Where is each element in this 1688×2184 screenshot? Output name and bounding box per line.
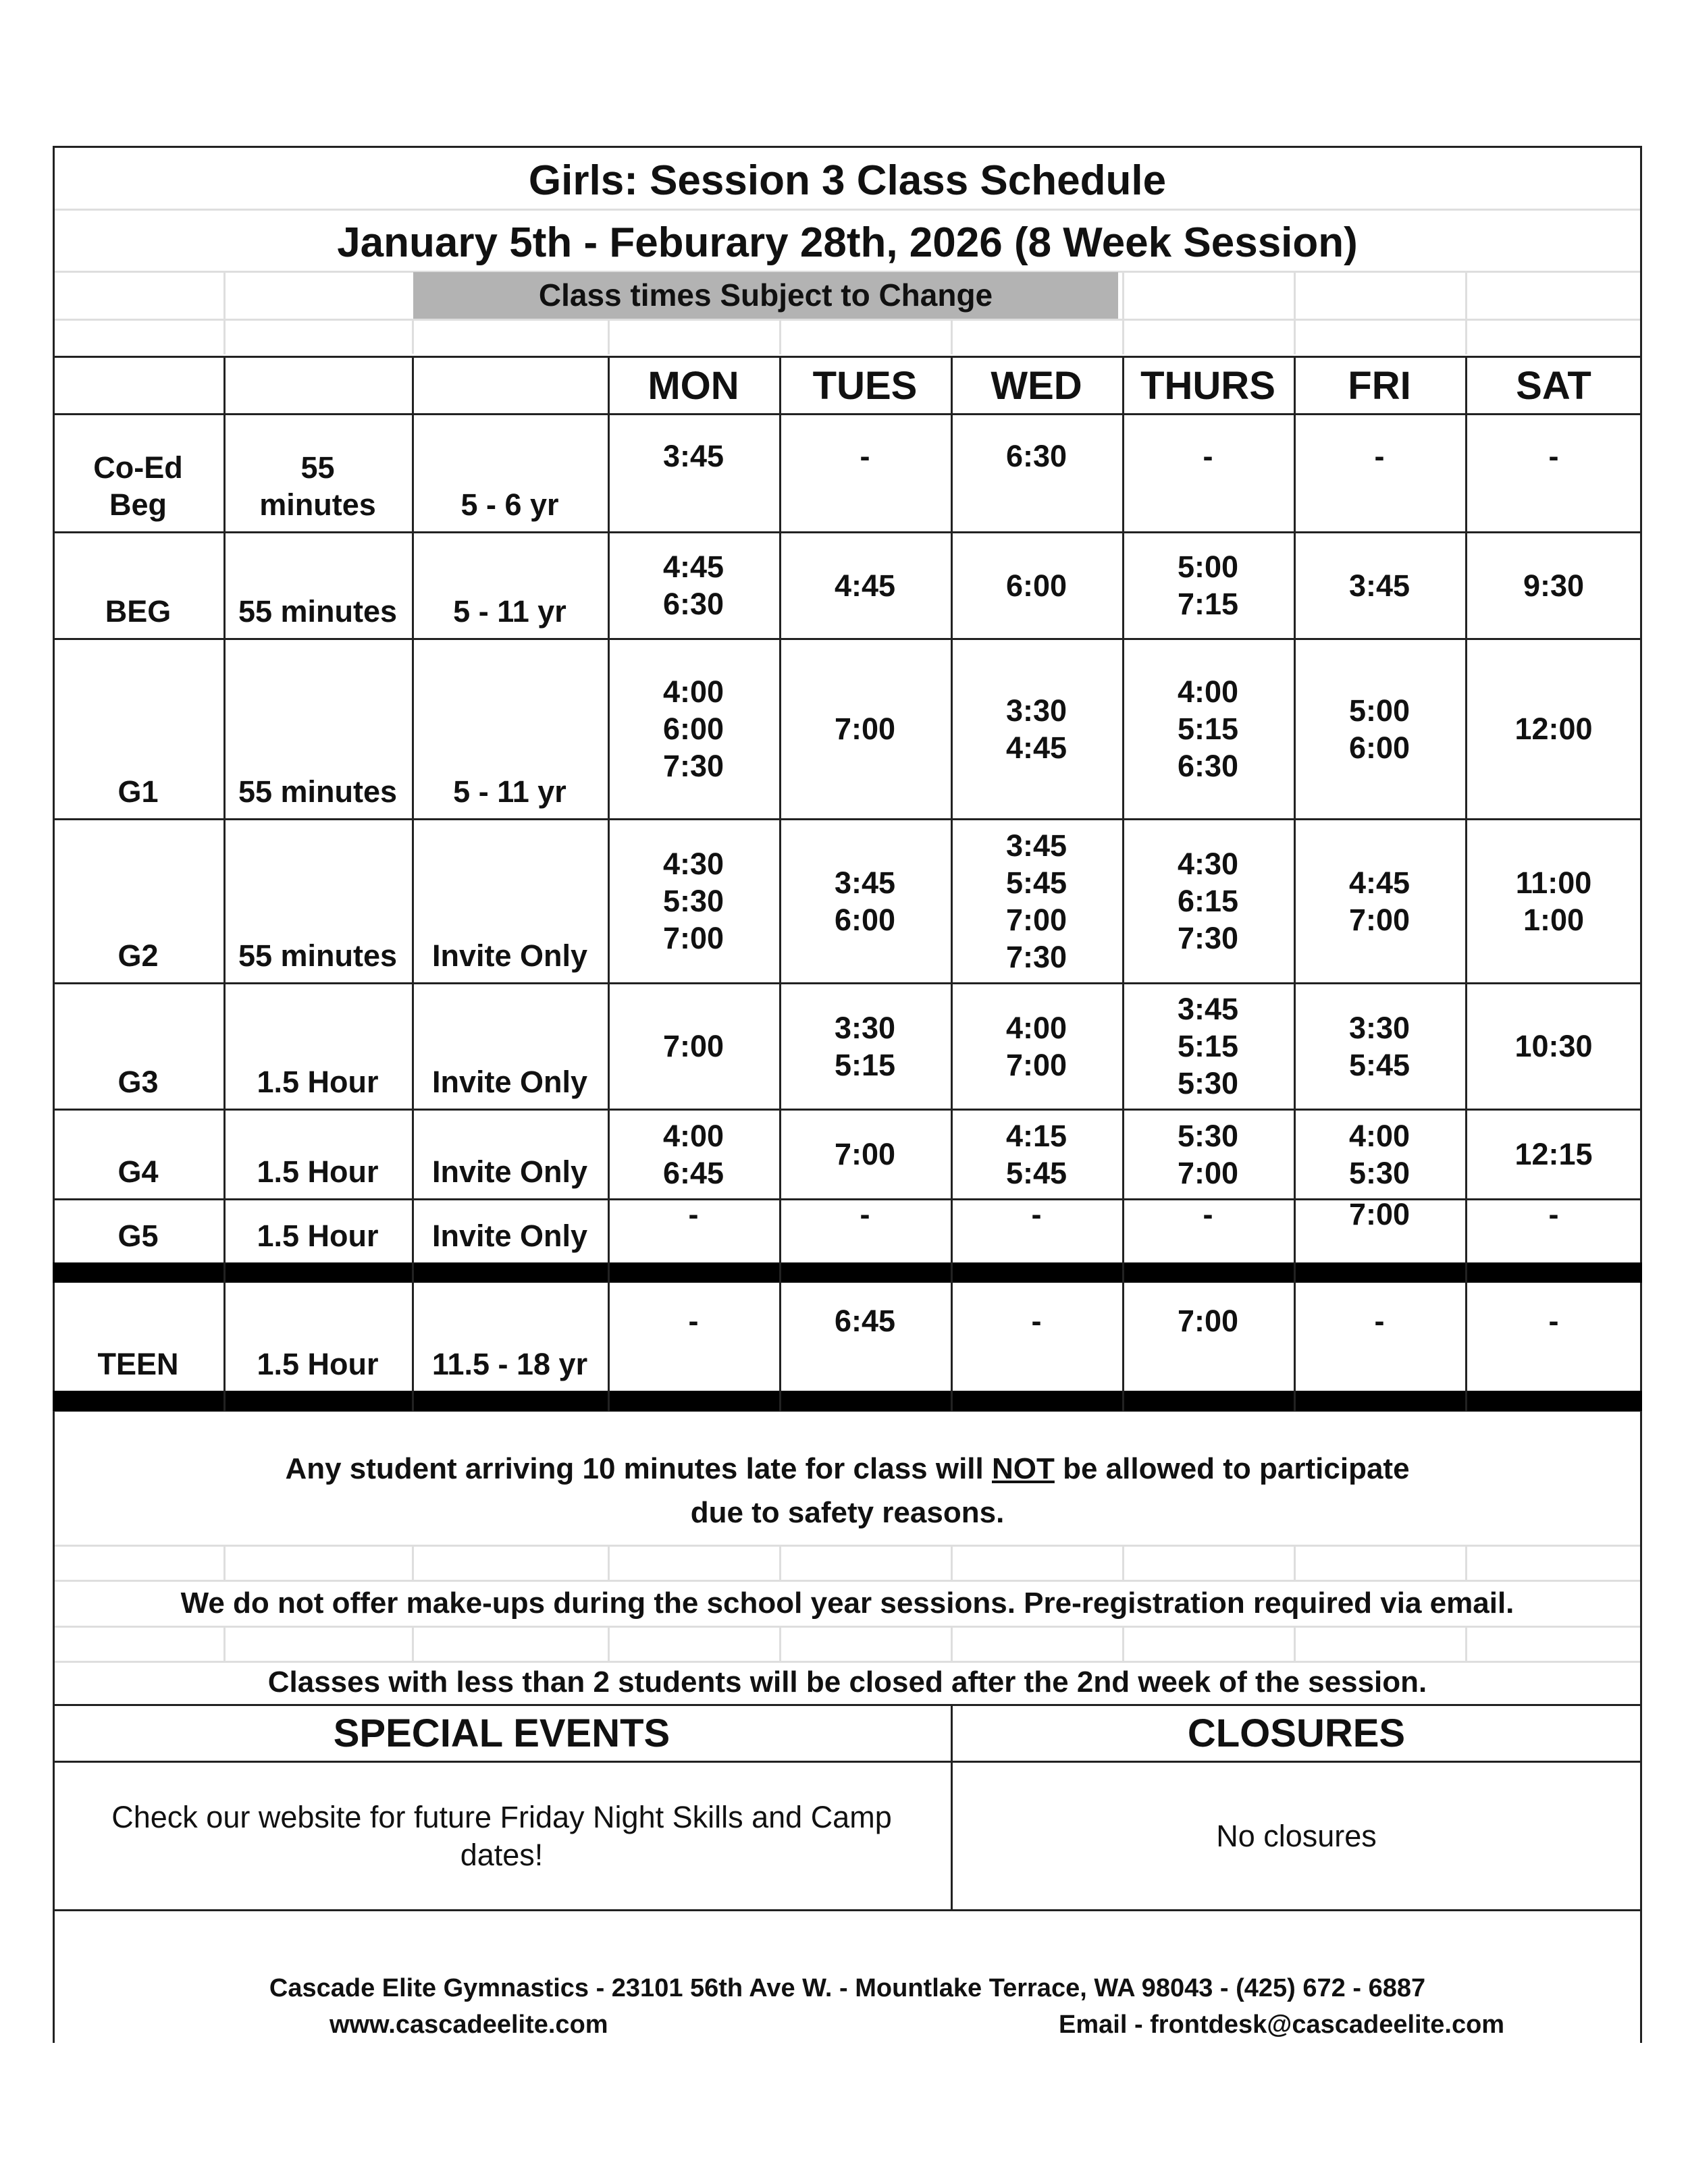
class-duration (223, 1201, 412, 1261)
late-policy-line (53, 1449, 1642, 1489)
class-time-mon (608, 985, 779, 1107)
row-divider (53, 531, 1642, 533)
class-time-wed (951, 985, 1122, 1107)
class-time-thurs (1122, 416, 1294, 496)
gridline (223, 272, 226, 354)
time-slot: - (1031, 1303, 1042, 1338)
class-time-mon (608, 641, 779, 817)
class-time-sat-line: 11:00 (1515, 865, 1592, 900)
class-time-tues-line: 6:00 (834, 902, 896, 937)
class-time-sat-line: 9:30 (1523, 568, 1585, 603)
class-time-thurs (1122, 985, 1294, 1107)
gridline (1294, 1546, 1296, 1580)
closures-heading: CLOSURES (1187, 1711, 1406, 1755)
class-time-wed-line: 4:45 (1005, 730, 1067, 765)
class-level (53, 821, 223, 981)
class-time-mon-line: 7:00 (662, 1029, 724, 1063)
class-time-fri (1294, 821, 1465, 981)
class-time-fri (1294, 1111, 1465, 1197)
time-slot: 3:45 (662, 439, 724, 473)
class-time-fri (1294, 416, 1465, 496)
class-duration (223, 1285, 412, 1389)
class-time-mon-line: 7:30 (662, 749, 724, 783)
class-duration (223, 985, 412, 1107)
class-ages (412, 1111, 608, 1197)
class-time-wed-line: 7:30 (1005, 939, 1067, 974)
class-time-fri (1294, 985, 1465, 1107)
class-time-thurs-line: 5:15 (1177, 712, 1239, 746)
thick-divider (53, 1391, 1642, 1411)
class-time-mon (608, 416, 779, 496)
class-time-mon-line: 6:00 (662, 712, 724, 746)
class-level (53, 641, 223, 817)
time-slot: 6:30 (1005, 439, 1067, 473)
class-ages-line: Invite Only (431, 1154, 588, 1189)
time-slot: 7:00 (1177, 1303, 1239, 1338)
class-time-thurs (1122, 1197, 1294, 1231)
gridline (779, 1546, 781, 1580)
schedule-sheet (53, 146, 1642, 2043)
late-policy-text: Any student arriving 10 minutes late for class will (285, 1452, 992, 1485)
class-duration-line: 1.5 Hour (257, 1347, 379, 1381)
gridline (53, 209, 1642, 211)
class-time-wed-line: 5:45 (1005, 865, 1067, 900)
row-divider (53, 982, 1642, 984)
gridline (1122, 1546, 1124, 1580)
special-events-body: Check our website for future Friday Night Skills and Camp dates! (111, 1799, 892, 1872)
closures-text (953, 1763, 1640, 1909)
class-duration-line: 1.5 Hour (257, 1219, 379, 1253)
schedule-table (53, 356, 1642, 1481)
time-slot: 6:45 (834, 1303, 896, 1338)
gridline (1294, 272, 1296, 354)
class-time-fri-line: 3:45 (1348, 568, 1410, 603)
class-level-line: G5 (117, 1219, 159, 1253)
class-time-fri-line: 5:30 (1348, 1155, 1410, 1190)
class-duration (223, 416, 412, 530)
gridline (779, 1627, 781, 1661)
class-time-mon-line: 7:00 (662, 921, 724, 955)
row-divider (53, 1109, 1642, 1111)
class-duration-line: 55 minutes (238, 594, 398, 629)
late-policy-emphasis: NOT (991, 1452, 1055, 1485)
class-time-tues (779, 985, 951, 1107)
class-level (53, 416, 223, 530)
class-time-fri-line: 4:45 (1348, 865, 1410, 900)
time-slot: - (860, 439, 870, 473)
gridline (951, 1627, 953, 1661)
class-time-wed-line: 3:30 (1005, 693, 1067, 728)
class-level-line: TEEN (97, 1347, 179, 1381)
time-slot: - (688, 1303, 699, 1338)
class-duration-line: 55 minutes (238, 774, 398, 809)
gridline (1122, 272, 1124, 354)
class-time-thurs-line: 4:00 (1177, 674, 1239, 709)
class-time-tues-line: 3:45 (834, 865, 896, 900)
class-level (53, 1111, 223, 1197)
footer-address: Cascade Elite Gymnastics - 23101 56th Ave W. - Mountlake Terrace, WA 98043 - (425) 672 - 6887 (269, 1974, 1426, 2002)
footer-website[interactable]: www.cascadeelite.com (329, 2010, 608, 2039)
class-ages-line: Invite Only (431, 938, 588, 973)
class-ages (412, 641, 608, 817)
late-policy-line-2: due to safety reasons. (690, 1496, 1005, 1529)
gridline (223, 1546, 226, 1580)
class-time-mon (608, 534, 779, 637)
special-events-text (73, 1763, 930, 1909)
class-time-thurs (1122, 821, 1294, 981)
class-time-wed (951, 416, 1122, 496)
class-time-wed-line: 6:00 (1005, 568, 1067, 603)
minimum-enrollment-policy: Classes with less than 2 students will be closed after the 2nd week of the session. (267, 1666, 1427, 1699)
gridline (1465, 272, 1467, 354)
class-time-fri-line: 3:30 (1348, 1010, 1410, 1045)
gridline (1122, 1627, 1124, 1661)
change-notice-banner: Class times Subject to Change (413, 272, 1118, 319)
class-time-fri (1294, 641, 1465, 817)
gridline (53, 1626, 1642, 1628)
class-time-thurs (1122, 1111, 1294, 1197)
day-header-thurs: THURS (1140, 363, 1275, 408)
class-time-wed (951, 1285, 1122, 1356)
class-duration-line: 1.5 Hour (257, 1154, 379, 1189)
class-time-sat-line: 10:30 (1514, 1029, 1593, 1063)
class-ages (412, 1201, 608, 1261)
session-dates: January 5th - Feburary 28th, 2026 (8 Week Session) (337, 219, 1358, 266)
class-time-thurs-line: 4:30 (1177, 847, 1239, 881)
class-time-thurs-line: 5:00 (1177, 550, 1239, 584)
day-header-fri: FRI (1348, 363, 1411, 408)
class-time-thurs-line: 7:15 (1177, 587, 1239, 621)
row-divider (53, 638, 1642, 640)
class-time-fri (1294, 534, 1465, 637)
class-time-thurs-line: 5:30 (1177, 1118, 1239, 1153)
class-ages-line: 11.5 - 18 yr (431, 1347, 588, 1381)
day-header-mon: MON (648, 363, 739, 408)
gridline (53, 319, 1642, 321)
class-time-tues-line: 3:30 (834, 1010, 896, 1045)
class-time-mon-line: 4:00 (662, 674, 724, 709)
class-time-fri-line: 5:00 (1348, 693, 1410, 728)
class-ages (412, 416, 608, 530)
class-time-mon-line: 4:45 (662, 550, 724, 584)
class-time-mon-line: 4:30 (662, 847, 724, 881)
class-duration-line: 55 minutes (238, 938, 398, 973)
class-time-tues-line: 4:45 (834, 568, 896, 603)
class-time-fri-line: 5:45 (1348, 1047, 1410, 1082)
class-time-wed-line: 4:15 (1005, 1118, 1067, 1153)
class-time-wed-line: 4:00 (1005, 1010, 1067, 1045)
class-time-tues-line: 7:00 (834, 1137, 896, 1171)
class-duration (223, 1111, 412, 1197)
footer-email[interactable]: Email - frontdesk@cascadeelite.com (1059, 2010, 1505, 2039)
late-policy-text-end: be allowed to participate (1054, 1452, 1410, 1485)
class-time-fri-line: 4:00 (1348, 1118, 1410, 1153)
class-ages (412, 985, 608, 1107)
class-time-sat (1465, 1111, 1642, 1197)
time-slot: - (688, 1197, 699, 1231)
class-ages (412, 1285, 608, 1389)
class-time-sat-line: 12:15 (1514, 1137, 1593, 1171)
class-level-line: G1 (117, 774, 159, 809)
class-ages (412, 534, 608, 637)
class-time-thurs (1122, 1285, 1294, 1356)
time-slot: - (1548, 1303, 1559, 1338)
class-duration-line: minutes (259, 487, 376, 522)
class-time-sat-line: 1:00 (1523, 902, 1585, 937)
class-time-thurs-line: 7:00 (1177, 1155, 1239, 1190)
class-time-wed-line: 7:00 (1005, 902, 1067, 937)
class-duration (223, 534, 412, 637)
class-time-tues (779, 641, 951, 817)
class-time-wed (951, 821, 1122, 981)
class-time-thurs-line: 5:30 (1177, 1066, 1239, 1100)
class-time-wed-line: 5:45 (1005, 1155, 1067, 1190)
class-time-thurs-line: 5:15 (1177, 1029, 1239, 1063)
divider (53, 1909, 1642, 1911)
class-level (53, 985, 223, 1107)
class-time-tues (779, 1111, 951, 1197)
gridline (412, 1627, 414, 1661)
class-time-sat-line: 12:00 (1514, 712, 1593, 746)
class-time-wed (951, 1111, 1122, 1197)
class-time-sat (1465, 821, 1642, 981)
class-level-line: G3 (117, 1065, 159, 1099)
class-time-fri-line: 7:00 (1348, 902, 1410, 937)
class-time-mon-line: 6:30 (662, 587, 724, 621)
time-slot: 7:00 (1348, 1197, 1410, 1231)
class-time-tues-line: 5:15 (834, 1047, 896, 1082)
border-top (53, 146, 1642, 148)
class-time-mon (608, 821, 779, 981)
class-time-wed-line: 3:45 (1005, 828, 1067, 863)
class-time-wed (951, 641, 1122, 817)
class-time-thurs-line: 3:45 (1177, 992, 1239, 1026)
thick-divider (53, 1262, 1642, 1283)
class-level-line: G2 (117, 938, 159, 973)
class-time-mon-line: 5:30 (662, 884, 724, 918)
class-time-sat (1465, 1197, 1642, 1231)
makeup-policy: We do not offer make-ups during the school year sessions. Pre-registration required via email. (180, 1587, 1514, 1620)
class-time-thurs (1122, 641, 1294, 817)
class-level (53, 1285, 223, 1389)
class-time-mon-line: 6:45 (662, 1155, 724, 1190)
class-level (53, 1201, 223, 1261)
class-duration-line: 55 (300, 450, 335, 485)
gridline (1465, 1627, 1467, 1661)
closures-body: No closures (1216, 1818, 1377, 1853)
time-slot: - (1548, 1197, 1559, 1231)
class-time-sat (1465, 534, 1642, 637)
gridline (412, 1546, 414, 1580)
time-slot: - (1374, 1303, 1385, 1338)
class-time-tues (779, 821, 951, 981)
class-time-tues (779, 1197, 951, 1231)
class-time-tues (779, 1285, 951, 1356)
class-time-wed (951, 1197, 1122, 1231)
class-ages-line: 5 - 6 yr (460, 487, 559, 522)
class-ages-line: 5 - 11 yr (453, 594, 566, 629)
class-ages-line: Invite Only (431, 1065, 588, 1099)
class-duration (223, 821, 412, 981)
class-level-line: G4 (117, 1154, 159, 1189)
gridline (608, 1546, 610, 1580)
gridline (1294, 1627, 1296, 1661)
gridline (951, 1546, 953, 1580)
time-slot: - (1203, 1197, 1213, 1231)
class-time-fri (1294, 1285, 1465, 1356)
class-ages-line: 5 - 11 yr (453, 774, 566, 809)
class-time-tues-line: 7:00 (834, 712, 896, 746)
gridline (223, 1627, 226, 1661)
class-time-wed-line: 7:00 (1005, 1047, 1067, 1082)
class-level (53, 534, 223, 637)
class-time-sat (1465, 985, 1642, 1107)
class-level-line: Beg (109, 487, 167, 522)
gridline (412, 320, 414, 354)
class-ages (412, 821, 608, 981)
class-time-tues (779, 416, 951, 496)
time-slot: - (860, 1197, 870, 1231)
class-duration (223, 641, 412, 817)
class-level-line: BEG (105, 594, 172, 629)
day-header-tues: TUES (812, 363, 918, 408)
gridline (1465, 1546, 1467, 1580)
class-ages-line: Invite Only (431, 1219, 588, 1253)
gridline (608, 1627, 610, 1661)
day-header-wed: WED (991, 363, 1082, 408)
class-time-fri-line: 6:00 (1348, 730, 1410, 765)
page-title: Girls: Session 3 Class Schedule (528, 157, 1167, 204)
class-time-wed (951, 534, 1122, 637)
time-slot: - (1031, 1197, 1042, 1231)
class-time-mon (608, 1197, 779, 1231)
class-time-sat (1465, 416, 1642, 496)
day-header-sat: SAT (1516, 363, 1591, 408)
class-time-sat (1465, 1285, 1642, 1356)
row-divider (53, 413, 1642, 415)
special-events-heading: SPECIAL EVENTS (333, 1711, 670, 1755)
time-slot: - (1203, 439, 1213, 473)
class-time-thurs-line: 6:15 (1177, 884, 1239, 918)
class-time-fri (1294, 1197, 1465, 1231)
gridline (53, 1545, 1642, 1547)
class-time-thurs-line: 6:30 (1177, 749, 1239, 783)
class-time-sat (1465, 641, 1642, 817)
class-time-tues (779, 534, 951, 637)
class-time-mon-line: 4:00 (662, 1118, 724, 1153)
class-time-mon (608, 1285, 779, 1356)
time-slot: - (1548, 439, 1559, 473)
class-duration-line: 1.5 Hour (257, 1065, 379, 1099)
class-time-mon (608, 1111, 779, 1197)
class-time-thurs-line: 7:30 (1177, 921, 1239, 955)
row-divider (53, 818, 1642, 820)
time-slot: - (1374, 439, 1385, 473)
class-level-line: Co-Ed (93, 450, 183, 485)
class-time-thurs (1122, 534, 1294, 637)
